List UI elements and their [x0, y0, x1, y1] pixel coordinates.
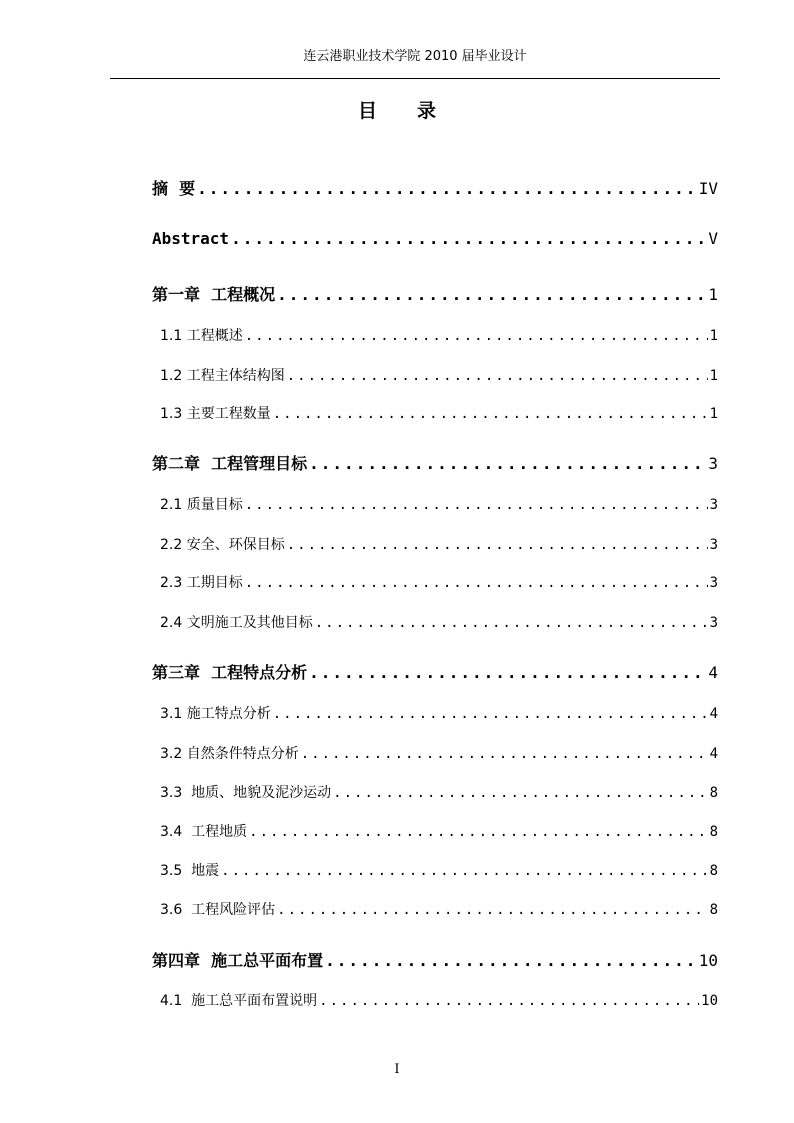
toc-entry-title: 1.3 主要工程数量 — [160, 406, 271, 422]
toc-entry-page: 10 — [701, 993, 718, 1009]
toc-entry-section-3-1[interactable] — [160, 703, 718, 723]
toc-entry-abstract-en[interactable] — [152, 229, 718, 248]
toc-entry-title: 4.1 施工总平面布置说明 — [160, 993, 318, 1009]
toc-leader — [245, 328, 708, 344]
toc-entry-title: 1.2 工程主体结构图 — [160, 368, 285, 384]
toc-entry-chapter-1[interactable] — [152, 282, 718, 305]
toc-entry-section-4-1[interactable] — [160, 990, 718, 1010]
toc-entry-chapter-4[interactable] — [152, 948, 718, 971]
toc-leader — [325, 951, 697, 970]
toc-entry-section-2-3[interactable] — [160, 572, 718, 592]
toc-entry-chapter-2[interactable] — [152, 451, 718, 474]
toc-entry-title: 第三章 工程特点分析 — [152, 663, 308, 682]
toc-leader — [249, 824, 707, 840]
toc-entry-title: 3.3 地质、地貌及泥沙运动 — [160, 785, 332, 801]
toc-leader — [277, 902, 707, 918]
toc-entry-title: 2.3 工期目标 — [160, 575, 243, 591]
toc-entry-page: 10 — [698, 951, 718, 970]
toc-entry-chapter-3[interactable] — [152, 660, 718, 683]
toc-entry-section-3-2[interactable] — [160, 743, 718, 763]
toc-entry-title: 2.1 质量目标 — [160, 497, 243, 513]
toc-entry-page: 1 — [709, 406, 718, 422]
toc-entry-section-3-3[interactable] — [160, 782, 718, 802]
toc-entry-page: 1 — [709, 368, 718, 384]
toc-entry-title: 第一章 工程概况 — [152, 285, 276, 304]
toc-entry-title: 1.1 工程概述 — [160, 328, 243, 344]
toc-leader — [287, 537, 708, 553]
toc-leader — [277, 285, 706, 304]
toc-leader — [231, 229, 706, 248]
toc-leader — [273, 406, 708, 422]
toc-entry-page: 8 — [709, 863, 718, 879]
page-number: I — [394, 1062, 400, 1077]
toc-leader — [315, 615, 708, 631]
toc-entry-page: 8 — [709, 785, 718, 801]
toc-entry-page: 3 — [709, 575, 718, 591]
toc-leader — [287, 368, 708, 384]
toc-leader — [309, 663, 706, 682]
toc-leader — [319, 993, 699, 1009]
toc-entry-section-1-2[interactable] — [160, 365, 718, 385]
toc-entry-section-1-1[interactable] — [160, 325, 718, 345]
toc-entry-page: 3 — [708, 454, 718, 473]
toc-entry-page: 4 — [709, 706, 718, 722]
toc-entry-section-2-1[interactable] — [160, 494, 718, 514]
toc-entry-page: IV — [698, 179, 718, 198]
toc-entry-title: 3.6 工程风险评估 — [160, 902, 276, 918]
toc-entry-section-1-3[interactable] — [160, 403, 718, 423]
toc-leader — [221, 863, 707, 879]
toc-entry-title: Abstract — [152, 229, 230, 248]
header-rule — [110, 78, 720, 79]
toc-entry-title: 2.4 文明施工及其他目标 — [160, 615, 313, 631]
toc-entry-section-2-4[interactable] — [160, 612, 718, 632]
toc-entry-title: 3.4 工程地质 — [160, 824, 248, 840]
page-header: 连云港职业技术学院 2010 届毕业设计 — [303, 49, 527, 64]
toc-entry-title: 第二章 工程管理目标 — [152, 454, 308, 473]
toc-entry-section-3-6[interactable] — [160, 899, 718, 919]
toc-entry-section-2-2[interactable] — [160, 534, 718, 554]
toc-entry-abstract-cn[interactable] — [152, 176, 718, 199]
toc-entry-page: 8 — [709, 902, 718, 918]
toc-entry-page: 1 — [708, 285, 718, 304]
toc-entry-page: 1 — [709, 328, 718, 344]
toc-title: 目录 — [357, 100, 476, 122]
toc-entry-page: 3 — [709, 615, 718, 631]
toc-entry-page: V — [708, 229, 718, 248]
toc-entry-title: 3.5 地震 — [160, 863, 220, 879]
toc-leader — [301, 746, 708, 762]
toc-entry-title: 3.1 施工特点分析 — [160, 706, 271, 722]
toc-entry-page: 4 — [708, 663, 718, 682]
toc-entry-page: 4 — [709, 746, 718, 762]
toc-entry-title: 2.2 安全、环保目标 — [160, 537, 285, 553]
toc-leader — [245, 497, 708, 513]
toc-entry-title: 摘 要 — [152, 179, 196, 198]
toc-leader — [333, 785, 707, 801]
toc-entry-page: 8 — [709, 824, 718, 840]
toc-leader — [309, 454, 706, 473]
toc-entry-title: 3.2 自然条件特点分析 — [160, 746, 299, 762]
toc-leader — [245, 575, 708, 591]
toc-entry-section-3-5[interactable] — [160, 860, 718, 880]
toc-entry-title: 第四章 施工总平面布置 — [152, 951, 324, 970]
toc-leader — [197, 179, 697, 198]
toc-entry-page: 3 — [709, 537, 718, 553]
toc-leader — [273, 706, 708, 722]
toc-entry-page: 3 — [709, 497, 718, 513]
toc-entry-section-3-4[interactable] — [160, 821, 718, 841]
